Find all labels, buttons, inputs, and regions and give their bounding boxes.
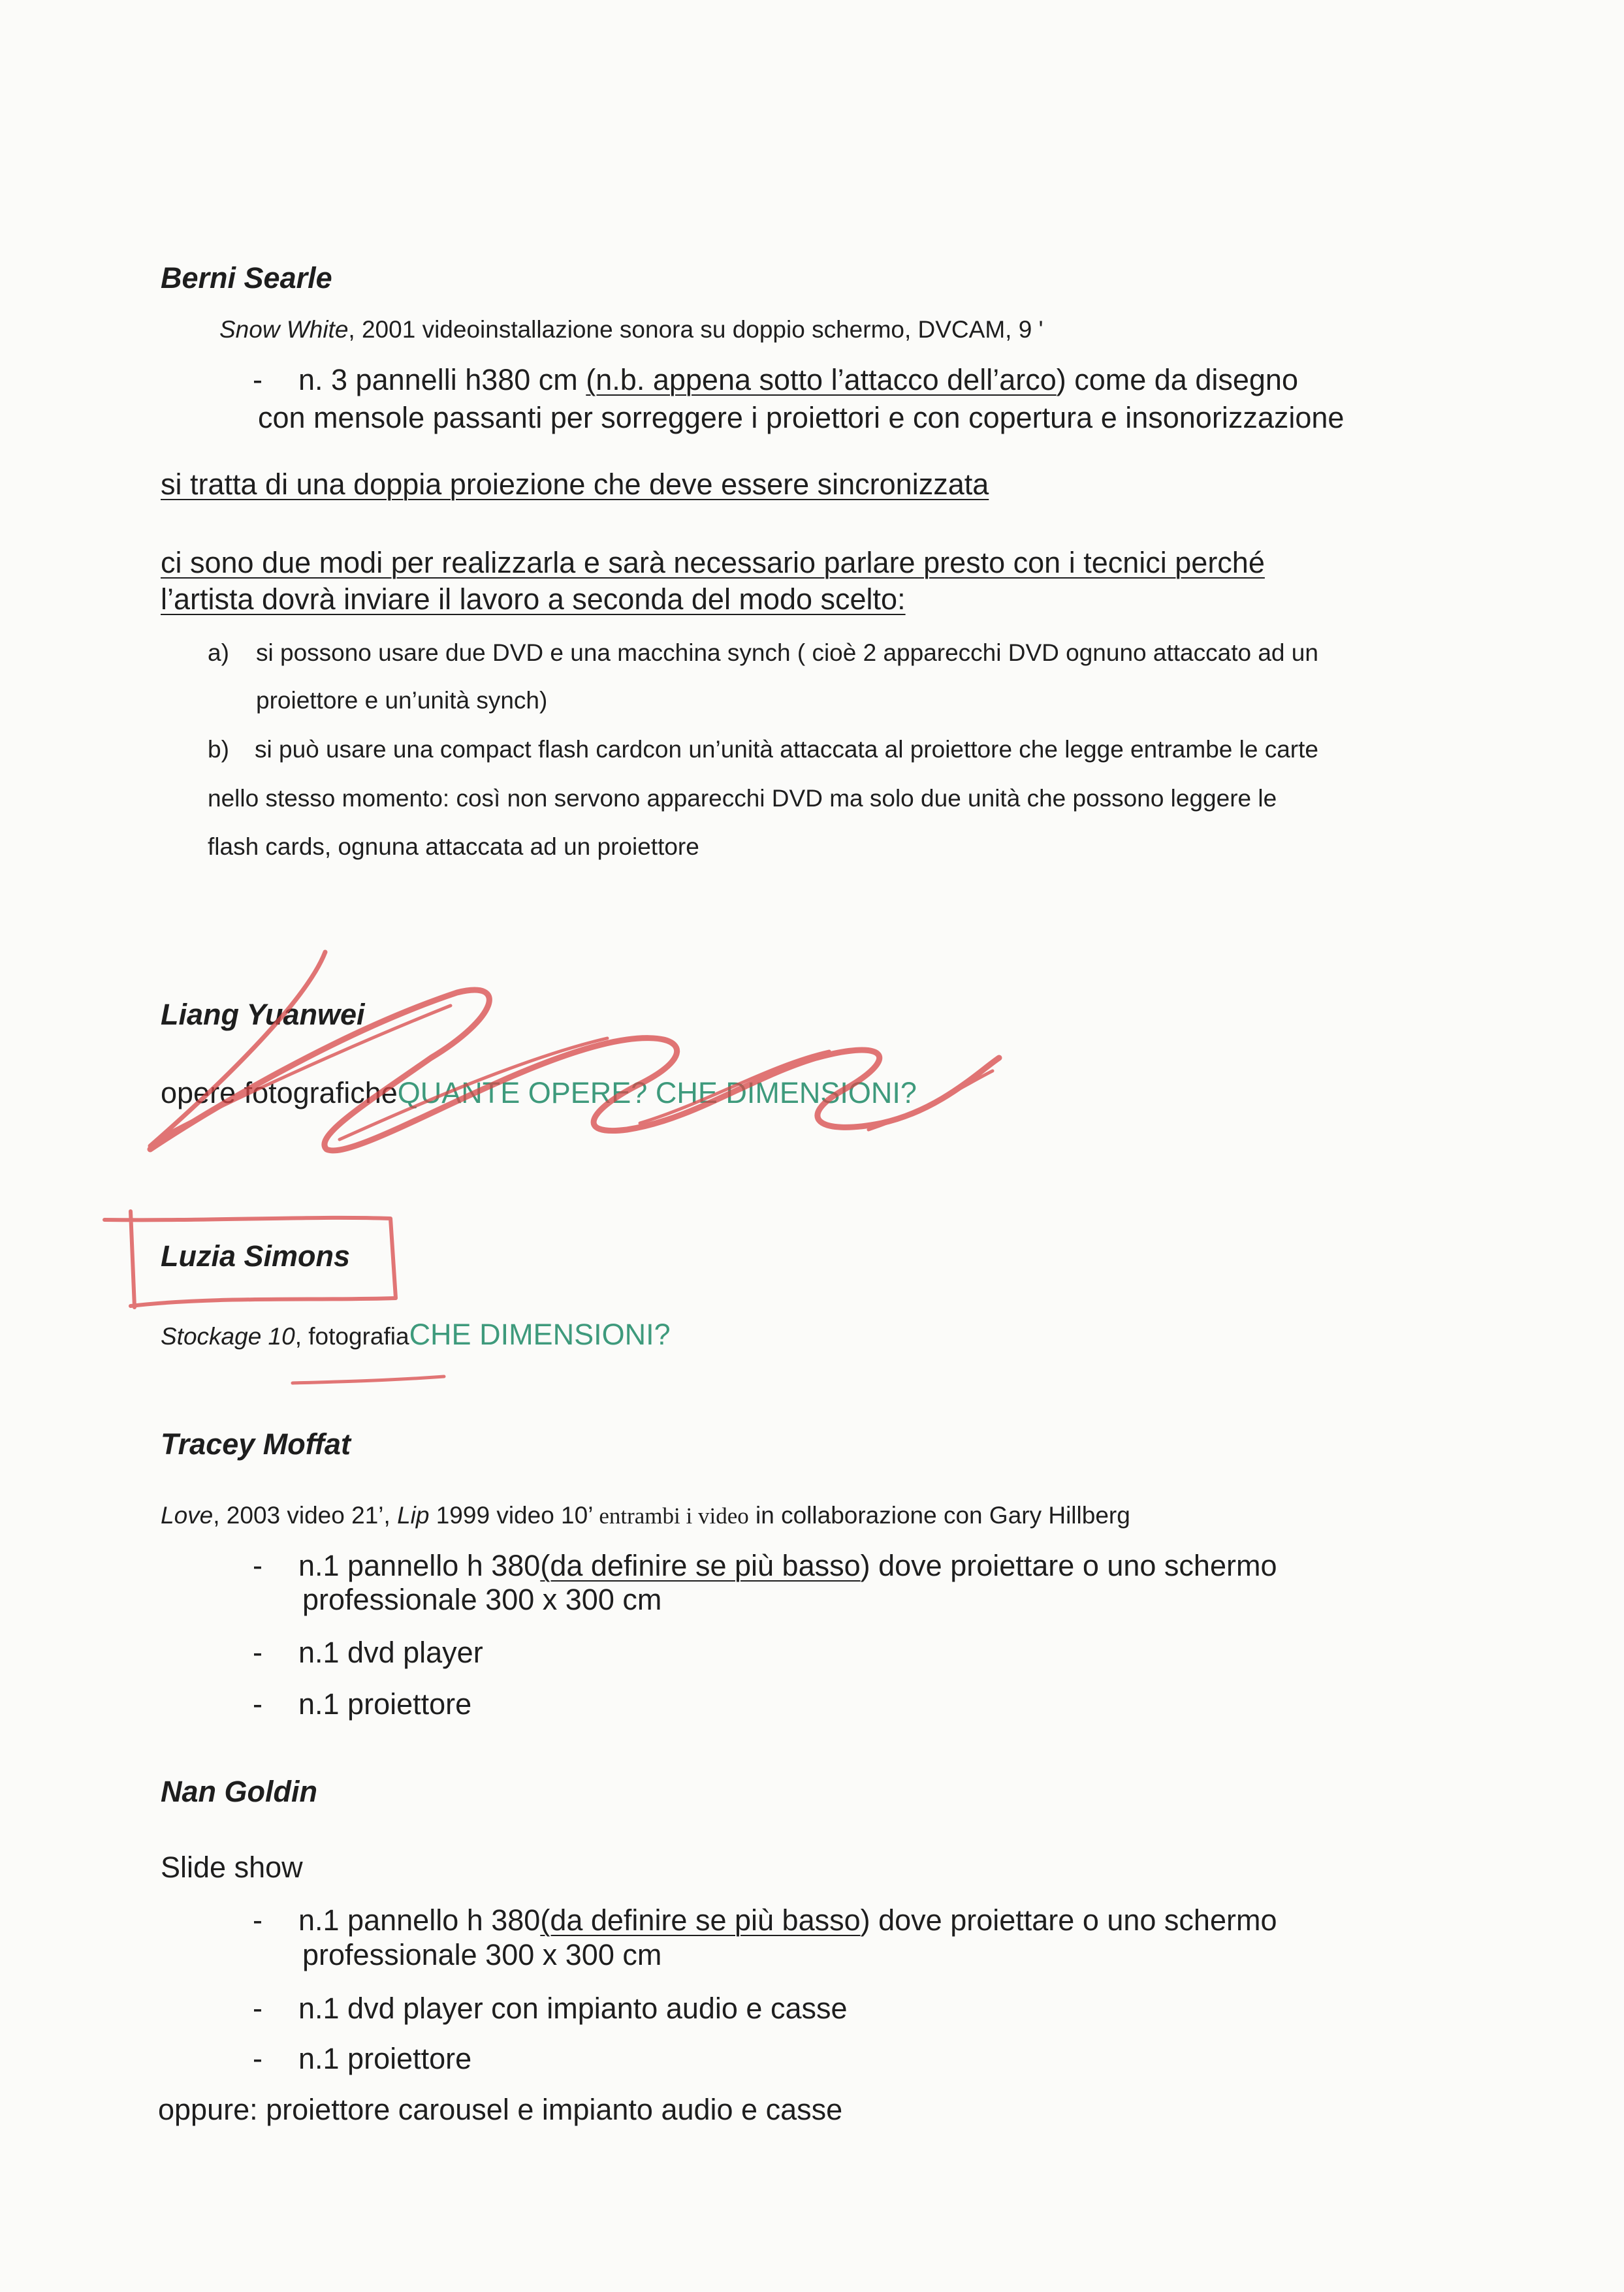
bullet-dash: -: [253, 2042, 263, 2075]
berni-bullet-1-line2: con mensole passanti per sorreggere i proiettori e con copertura e insonorizzazione: [258, 401, 1345, 434]
tracey-bullet-2: [253, 1636, 483, 1670]
nan-bullet-2-text: n.1 dvd player con impianto audio e casse: [298, 1992, 848, 2025]
tracey-work2-desc: 1999 video 10’: [429, 1502, 599, 1529]
tracey-bullet-1-line2: professionale 300 x 300 cm: [302, 1583, 662, 1616]
nan-subtitle: Slide show: [161, 1851, 303, 1884]
bullet-dash: -: [253, 1549, 263, 1582]
heading-tracey-moffat: Tracey Moffat: [161, 1427, 351, 1461]
heading-liang-yuanwei: Liang Yuanwei: [161, 998, 365, 1031]
nan-bullet-1-text: n.1 pannello h 380: [298, 1903, 541, 1937]
tracey-work-line: [161, 1502, 1130, 1529]
tracey-bullet-2-text: n.1 dvd player: [298, 1636, 483, 1669]
nan-bullet-1-after: ) dove proiettare o uno schermo: [860, 1903, 1277, 1937]
option-a-line1: si possono usare due DVD e una macchina synch ( cioè 2 apparecchi DVD ognuno attaccato ad un: [256, 639, 1318, 666]
nan-alternative: oppure: proiettore carousel e impianto audio e casse: [158, 2093, 843, 2126]
tracey-bullet-3: [253, 1687, 471, 1721]
tracey-bullet-3-text: n.1 proiettore: [298, 1687, 472, 1721]
tracey-bullet-1-after: ) dove proiettare o uno schermo: [860, 1549, 1277, 1582]
bullet-dash: -: [253, 363, 263, 396]
nan-bullet-2: [253, 1992, 848, 2026]
option-b-line1: si può usare una compact flash cardcon un’unità attaccata al proiettore che legge entrambe le carte: [255, 736, 1318, 763]
berni-para-modes-1: ci sono due modi per realizzarla e sarà necessario parlare presto con i tecnici perché: [161, 546, 1265, 579]
tracey-work1-title: Love: [161, 1502, 214, 1529]
heading-berni-searle: Berni Searle: [161, 261, 332, 294]
option-b-line2: nello stesso momento: così non servono apparecchi DVD ma solo due unità che possono leggere le: [208, 785, 1277, 812]
liang-desc-line: [161, 1076, 917, 1110]
berni-bullet-1-after: ) come da disegno: [1056, 363, 1298, 396]
tracey-bullet-1: [253, 1549, 1277, 1583]
luzia-work-title: Stockage 10: [161, 1323, 295, 1350]
bullet-dash: -: [253, 1687, 263, 1721]
option-a-line2: proiettore e un’unità synch): [256, 687, 548, 714]
nan-bullet-1-underlined: (da definire se più basso: [540, 1903, 861, 1937]
nan-bullet-3: [253, 2042, 471, 2076]
liang-annotation: QUANTE OPERE? CHE DIMENSIONI?: [397, 1076, 917, 1109]
luzia-work-line: [161, 1318, 671, 1352]
berni-bullet-1-text: n. 3 pannelli h380 cm: [298, 363, 586, 396]
berni-work-desc: , 2001 videoinstallazione sonora su doppio schermo, DVCAM, 9 ': [348, 316, 1043, 343]
nan-bullet-1-line2: professionale 300 x 300 cm: [302, 1938, 662, 1971]
tracey-work1-desc: , 2003 video 21’,: [213, 1502, 398, 1529]
tracey-collab-serif: entrambi i video: [599, 1503, 749, 1529]
underline-mark: [293, 1377, 444, 1383]
heading-luzia-simons: Luzia Simons: [161, 1239, 351, 1273]
tracey-bullet-1-text: n.1 pannello h 380: [298, 1549, 541, 1582]
option-b-label: b): [208, 736, 229, 763]
berni-bullet-1-underlined: (n.b. appena sotto l’attacco dell’arco: [586, 363, 1057, 396]
scribble-strike: [150, 952, 325, 1146]
berni-work-title: Snow White: [219, 316, 349, 343]
berni-para-modes-2: l’artista dovrà inviare il lavoro a seconda del modo scelto:: [161, 582, 906, 616]
heading-nan-goldin: Nan Goldin: [161, 1775, 317, 1808]
option-b-line3: flash cards, ognuna attaccata ad un proiettore: [208, 833, 699, 860]
nan-bullet-1: [253, 1903, 1277, 1937]
nan-bullet-3-text: n.1 proiettore: [298, 2042, 472, 2075]
bullet-dash: -: [253, 1636, 263, 1669]
bullet-dash: -: [253, 1992, 263, 2025]
tracey-collab-rest: in collaborazione con Gary Hillberg: [748, 1502, 1130, 1529]
luzia-work-desc: , fotografia: [295, 1323, 409, 1350]
liang-desc: opere fotografiche: [161, 1076, 398, 1109]
berni-work-line: [219, 316, 1043, 343]
tracey-work2-title: Lip: [397, 1502, 430, 1529]
tracey-bullet-1-underlined: (da definire se più basso: [540, 1549, 861, 1582]
option-a-label: a): [208, 639, 229, 666]
bullet-dash: -: [253, 1903, 263, 1937]
berni-bullet-1: [253, 363, 1298, 397]
luzia-annotation: CHE DIMENSIONI?: [409, 1318, 671, 1351]
berni-para-sync: si tratta di una doppia proiezione che deve essere sincronizzata: [161, 468, 989, 501]
